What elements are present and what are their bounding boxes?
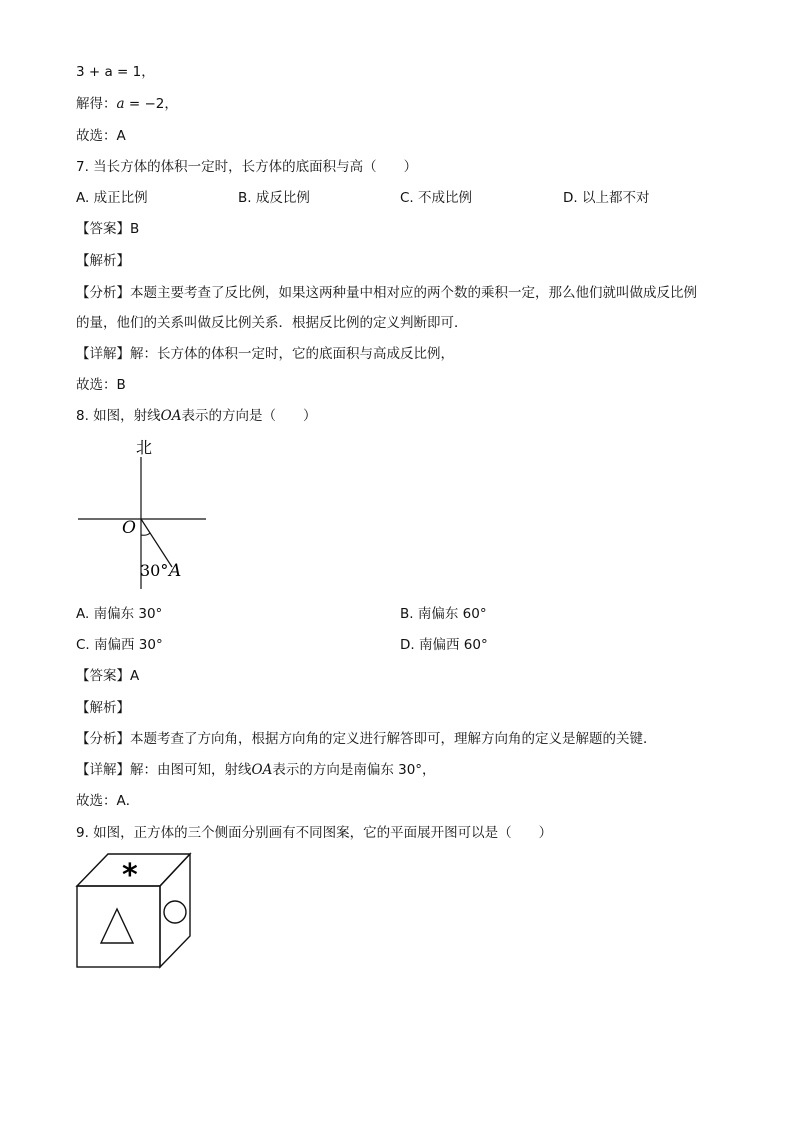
- triangle-icon: [101, 909, 133, 943]
- circle-icon: [164, 901, 186, 923]
- q8-option-d: D. 南偏西 60°: [400, 637, 488, 653]
- equation-line: 3 + a = 1，: [76, 64, 155, 80]
- q8-analysis: 【分析】本题考查了方向角，根据方向角的定义进行解答即可，理解方向角的定义是解题的关键．: [76, 731, 657, 747]
- question-7: 7. 当长方体的体积一定时，长方体的底面积与高（ ）: [76, 159, 418, 175]
- q8-selection: 故选：A．: [76, 793, 140, 809]
- choice-line: 故选：A: [76, 128, 126, 144]
- q7-option-b: B. 成反比例: [238, 190, 310, 206]
- cube-front-face: [77, 886, 160, 967]
- q7-option-d: D. 以上都不对: [563, 190, 650, 206]
- q8-detail: 【详解】解：由图可知，射线OA表示的方向是南偏东 30°，: [76, 762, 436, 778]
- q7-analysis-1: 【分析】本题主要考查了反比例，如果这两种量中相对应的两个数的乘积一定，那么他们就叫做成反比例: [76, 285, 697, 301]
- direction-figure: [70, 433, 215, 593]
- q7-analysis-2: 的量，他们的关系叫做反比例关系．根据反比例的定义判断即可．: [76, 315, 468, 331]
- q8-answer: 【答案】A: [76, 668, 140, 684]
- q7-detail: 【详解】解：长方体的体积一定时，它的底面积与高成反比例，: [76, 346, 454, 362]
- ray-oa: [141, 519, 172, 567]
- q8-option-b: B. 南偏东 60°: [400, 606, 487, 622]
- north-label: 北: [136, 438, 153, 457]
- q8-option-c: C. 南偏西 30°: [76, 637, 163, 653]
- origin-label: O: [122, 518, 136, 538]
- asterisk-icon: *: [122, 858, 138, 893]
- cube-figure: [72, 850, 197, 972]
- q8-option-a: A. 南偏东 30°: [76, 606, 163, 622]
- solution-line: 解得：a = −2，: [76, 96, 178, 112]
- point-a-label: A: [169, 561, 182, 581]
- q7-selection: 故选：B: [76, 377, 126, 393]
- q8-analysis-heading: 【解析】: [76, 700, 130, 716]
- q7-analysis-heading: 【解析】: [76, 253, 130, 269]
- angle-label: 30°: [140, 561, 169, 580]
- q7-option-a: A. 成正比例: [76, 190, 148, 206]
- q7-answer: 【答案】B: [76, 221, 140, 237]
- q7-option-c: C. 不成比例: [400, 190, 473, 206]
- question-9: 9. 如图，正方体的三个侧面分别画有不同图案，它的平面展开图可以是（ ）: [76, 825, 553, 841]
- angle-arc: [141, 533, 150, 535]
- question-8: 8. 如图，射线OA表示的方向是（ ）: [76, 408, 317, 424]
